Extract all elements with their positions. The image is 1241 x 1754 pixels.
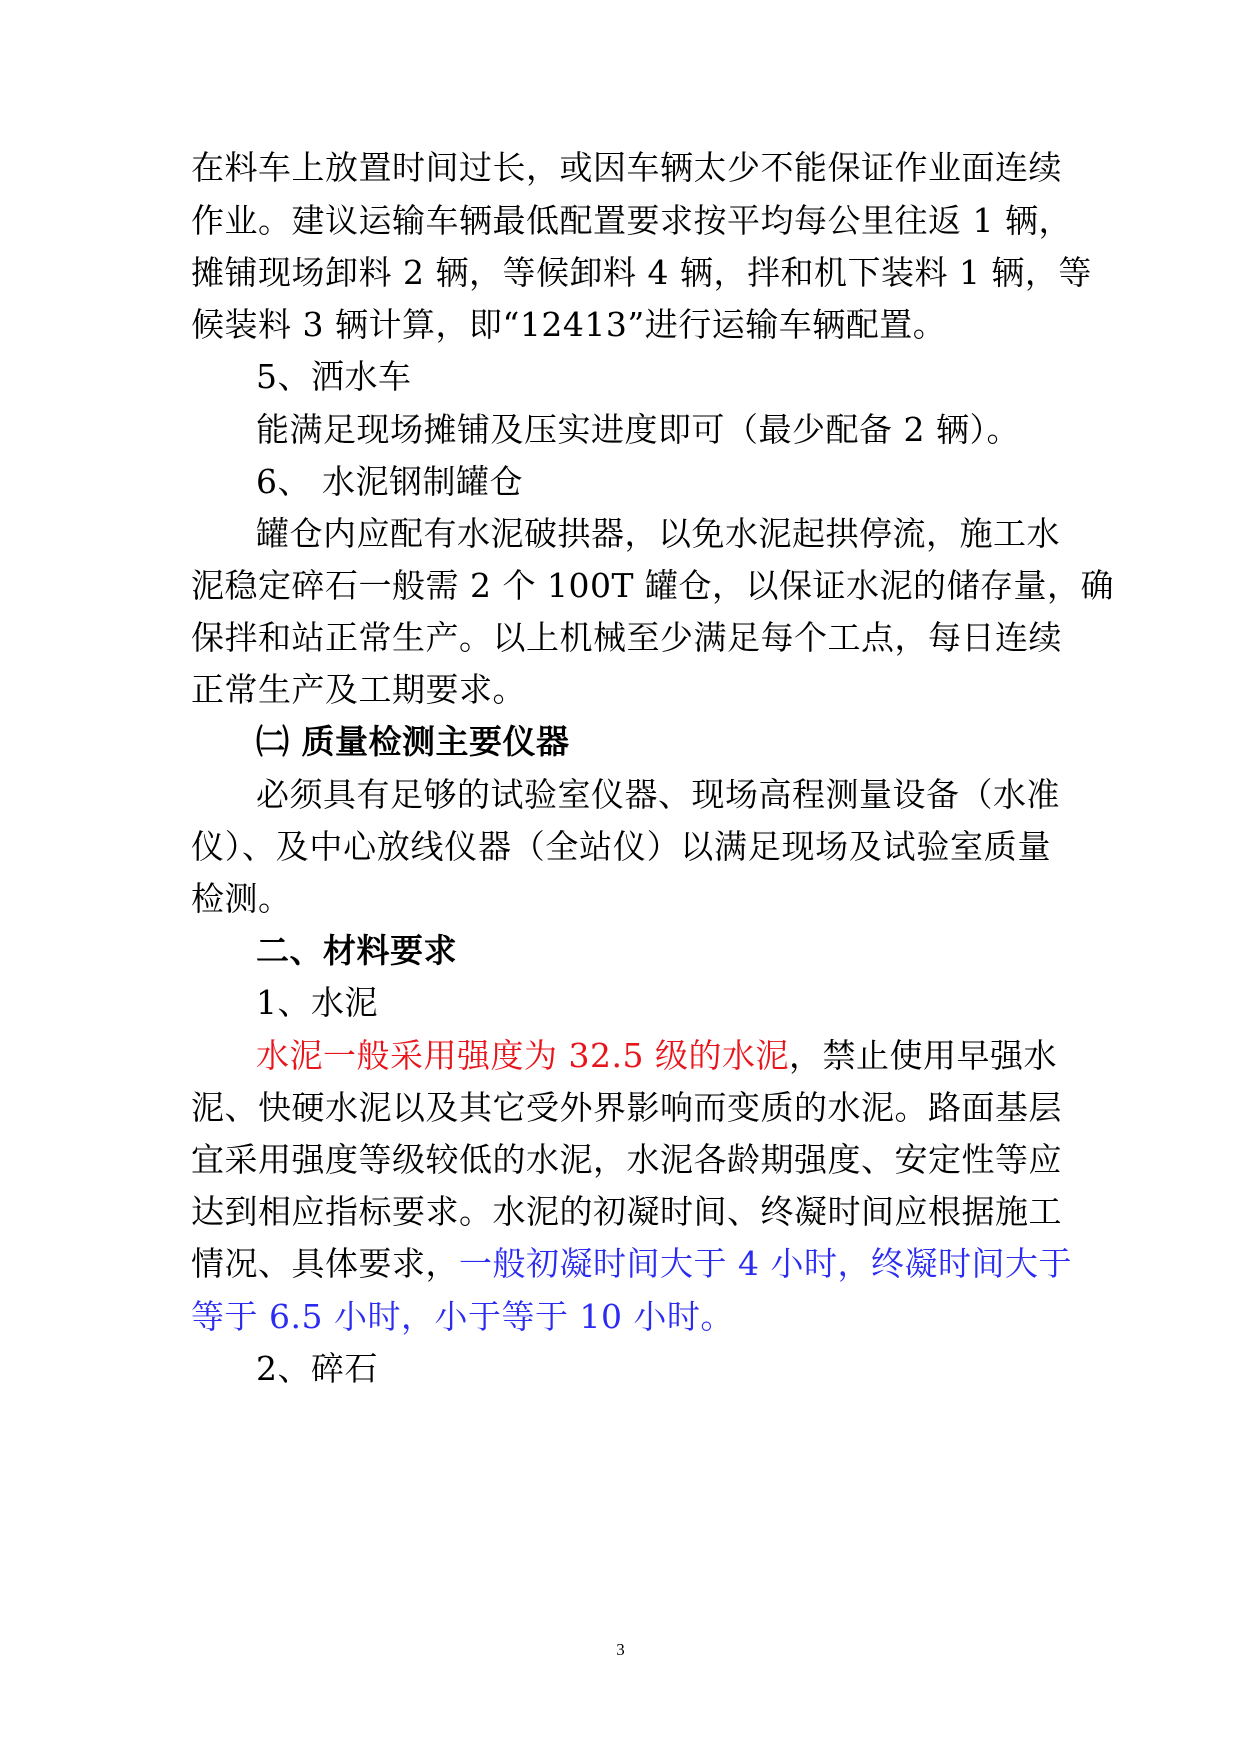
cement-line6: 等于 6.5 小时，小于等于 10 小时。	[191, 1297, 734, 1336]
cement-strength-highlight: 水泥一般采用强度为 32.5 级的水泥	[256, 1036, 789, 1075]
item6-line1: 罐仓内应配有水泥破拱器，以免水泥起拱停流，施工水	[256, 514, 1060, 553]
cement-line5	[191, 1244, 1072, 1284]
item5-heading: 5、洒水车	[256, 357, 412, 396]
cement-line4: 达到相应指标要求。水泥的初凝时间、终凝时间应根据施工	[191, 1192, 1062, 1231]
gravel-heading: 2、碎石	[256, 1349, 378, 1388]
item6-line2: 泥稳定碎石一般需 2 个 100T 罐仓，以保证水泥的储存量，确	[191, 566, 1114, 605]
para1-line1: 在料车上放置时间过长，或因车辆太少不能保证作业面连续	[191, 148, 1062, 187]
page-number: 3	[616, 1640, 625, 1659]
quality-line3: 检测。	[191, 879, 292, 918]
cement-line3: 宜采用强度等级较低的水泥，水泥各龄期强度、安定性等应	[191, 1140, 1062, 1179]
cement-line1	[256, 1036, 1057, 1076]
quality-line1: 必须具有足够的试验室仪器、现场高程测量设备（水准	[256, 775, 1060, 814]
para1-line2: 作业。建议运输车辆最低配置要求按平均每公里往返 1 辆，	[191, 201, 1072, 240]
item6-heading: 6、 水泥钢制罐仓	[256, 462, 523, 501]
cement-line5-start: 情况、具体要求，	[191, 1244, 459, 1283]
setting-time-highlight: 一般初凝时间大于 4 小时，终凝时间大于	[459, 1244, 1072, 1283]
item6-line3: 保拌和站正常生产。以上机械至少满足每个工点，每日连续	[191, 618, 1062, 657]
item6-line4: 正常生产及工期要求。	[191, 670, 526, 709]
quality-line2: 仪）、及中心放线仪器（全站仪）以满足现场及试验室质量	[191, 827, 1051, 866]
para1-line4: 候装料 3 辆计算，即“12413”进行运输车辆配置。	[191, 305, 947, 344]
cement-line1-rest: ，禁止使用早强水	[788, 1036, 1057, 1075]
materials-section-heading: 二、材料要求	[256, 931, 457, 970]
cement-heading: 1、水泥	[256, 983, 378, 1022]
item5-text: 能满足现场摊铺及压实进度即可（最少配备 2 辆）。	[256, 410, 1020, 449]
cement-line2: 泥、快硬水泥以及其它受外界影响而变质的水泥。路面基层	[191, 1088, 1062, 1127]
quality-section-heading: ㈡ 质量检测主要仪器	[256, 722, 570, 761]
para1-line3: 摊铺现场卸料 2 辆，等候卸料 4 辆，拌和机下装料 1 辆，等	[191, 253, 1092, 292]
